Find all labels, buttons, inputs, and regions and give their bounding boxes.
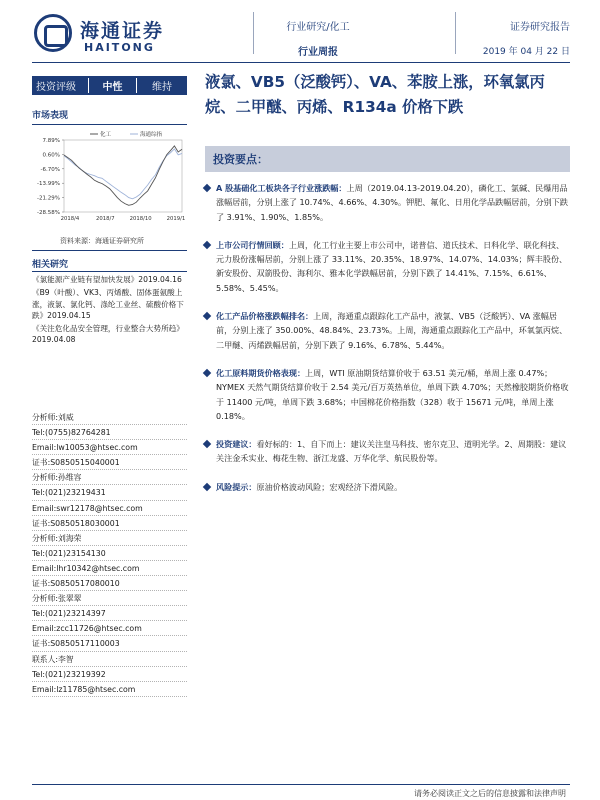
key-point	[204, 480, 572, 494]
analyst-name: 分析师:孙维容	[32, 470, 187, 485]
key-point	[204, 309, 572, 352]
key-point-lead: 化工产品价格涨跌幅排名：	[216, 311, 314, 322]
analyst-phone: Tel:(021)23214397	[32, 606, 187, 621]
analyst-cert: 证书:S0850518030001	[32, 516, 187, 531]
related-research-item[interactable]: 《氯能源产业链有望加快发展》2019.04.16	[32, 275, 182, 284]
company-logo	[34, 14, 174, 54]
series-line	[64, 146, 182, 205]
key-point	[204, 437, 572, 466]
analyst-name: 分析师:刘海荣	[32, 531, 187, 546]
market-performance-heading: 市场表现	[32, 111, 69, 121]
x-tick-label: 2018/4	[60, 216, 80, 222]
section-rule	[32, 250, 187, 251]
key-point-body: 上周，化工行业主要上市公司中，诺普信、道氏技术、日科化学、联化科技、元力股份涨幅居前，分别上涨了 33.11%、20.35%、18.97%、14.07%、14.03%；辉丰股份、新安股份、双箭股份、海利尔、雅本化学跌幅居前，分别下跌了 14.41%、7.15%、6.61%、5.58%、5.45%。	[216, 239, 568, 293]
rating-action: 维持	[136, 78, 187, 93]
related-research-item[interactable]: 《B9（叶酸）、VK3、丙烯酸、固体蛋氨酸上涨，液氯、氯化钙、涤纶工业丝、硫酸价格下跌》2019.04.15	[32, 288, 184, 320]
disclaimer-note[interactable]: 请务必阅读正文之后的信息披露和法律声明	[414, 789, 566, 798]
key-point-body: 原油价格波动风险；宏观经济下滑风险。	[256, 481, 403, 492]
header-date-block	[455, 18, 570, 57]
footer-rule	[32, 784, 570, 785]
legend-label: 海通综指	[140, 132, 163, 138]
analyst-name: 分析师:刘威	[32, 410, 187, 425]
key-points-heading: 投资要点：	[213, 153, 268, 166]
logo-chinese-name: 海通证券	[80, 20, 165, 42]
analyst-cert: 证书:S0850515040001	[32, 455, 187, 470]
report-kind: 证券研究报告	[510, 22, 570, 33]
analyst-contacts	[32, 410, 187, 697]
y-tick-label: 7.89%	[42, 138, 60, 144]
market-performance-chart	[32, 128, 187, 223]
y-tick-label: -13.99%	[37, 181, 60, 188]
key-points-bar	[205, 146, 570, 172]
y-tick-label: -28.58%	[37, 210, 60, 216]
key-point-lead: 化工原料期货价格表现：	[216, 367, 306, 378]
key-point-lead: A 股基础化工板块各子行业涨跌幅：	[216, 183, 347, 193]
series-line	[64, 149, 182, 199]
analyst-name: 分析师:张翠翠	[32, 591, 187, 606]
x-tick-label: 2018/10	[129, 216, 152, 222]
contact-email[interactable]: Email:lz11785@htsec.com	[32, 682, 187, 697]
analyst-phone: Tel:(021)23154130	[32, 546, 187, 561]
analyst-email[interactable]: Email:zcc11726@htsec.com	[32, 621, 187, 636]
key-point-body: 上周，海通重点跟踪化工产品中，液氯、VB5（泛酸钙）、VA 涨幅居前，分别上涨了 350.00%、48.84%、23.73%。上周，海通重点跟踪化工产品中，环氧氯丙烷、二甲醚、丙烯跌幅居前，分别下跌了 9.16%、6.78%、5.44%。	[216, 311, 568, 350]
y-tick-label: -6.70%	[40, 166, 60, 173]
section-rule	[32, 271, 187, 272]
investment-rating-bar	[32, 76, 187, 95]
rating-value: 中性	[88, 78, 136, 93]
report-category: 行业研究/化工	[286, 22, 350, 33]
key-point	[204, 181, 572, 224]
analyst-phone: Tel:(0755)82764281	[32, 425, 187, 440]
x-tick-label: 2018/7	[96, 216, 115, 222]
key-point-lead: 上市公司行情回顾：	[216, 239, 289, 250]
legend-label: 化工	[100, 132, 112, 138]
contact-name: 联系人:李智	[32, 652, 187, 667]
related-research-heading: 相关研究	[32, 260, 69, 270]
report-title: 液氯、VB5（泛酸钙）、VA、苯胺上涨，环氧氯丙烷、二甲醚、丙烯、R134a 价格下跌	[205, 73, 545, 116]
report-date: 2019 年 04 月 22 日	[482, 47, 570, 57]
analyst-cert: 证书:S0850517080010	[32, 576, 187, 591]
key-point-lead: 风险提示：	[216, 481, 257, 492]
rating-label: 投资评级	[36, 82, 76, 93]
key-points-list	[204, 181, 572, 508]
key-point	[204, 366, 572, 423]
chart-source: 资料来源：海通证券研究所	[60, 237, 144, 245]
analyst-email[interactable]: Email:lw10053@htsec.com	[32, 440, 187, 455]
related-research-item[interactable]: 《关注危化品安全管理，行业整合大势所趋》2019.04.08	[32, 324, 184, 345]
y-tick-label: -21.29%	[37, 195, 60, 202]
section-rule	[32, 124, 187, 125]
key-point-body: 看好标的：1、自下而上：建议关注皇马科技、密尔克卫、道明光学。2、周期股：建议关注金禾实业、梅花生物、浙江龙盛、万华化学、航民股份等。	[216, 439, 567, 464]
page-footer	[0, 782, 600, 800]
x-tick-label: 2019/1	[166, 216, 186, 222]
key-point	[204, 238, 572, 295]
key-point-body: 上周（2019.04.13-2019.04.20），磷化工、氯碱、民爆用品涨幅居前，分别上涨了 10.74%、4.66%、4.30%。钾肥、氟化、日用化学品跌幅居前，分别下跌了 3.91%、1.90%、1.85%。	[216, 183, 568, 222]
plot-frame	[64, 140, 182, 212]
analyst-email[interactable]: Email:swr12178@htsec.com	[32, 501, 187, 516]
key-point-body: 上周，WTI 原油期货结算价收于 63.51 美元/桶，单周上涨 0.47%；NYMEX 天然气期货结算价收于 2.54 美元/百万英热单位，单周下跌 4.70%；天然橡胶期货价格收于 11400 元/吨，单周下跌 3.68%；中国棉花价格指数（328）收于 15671 元/吨，单周上涨 0.18%。	[216, 367, 569, 421]
contact-phone: Tel:(021)23219392	[32, 667, 187, 682]
analyst-cert: 证书:S0850517110003	[32, 636, 187, 651]
analyst-phone: Tel:(021)23219431	[32, 485, 187, 500]
logo-english-name: HAITONG	[84, 41, 155, 54]
page-header	[0, 0, 600, 66]
header-category-block	[253, 18, 383, 58]
report-type: 行业周报	[298, 47, 338, 58]
logo-emblem-icon	[34, 14, 72, 52]
y-tick-label: 0.60%	[42, 152, 60, 159]
key-point-lead: 投资建议：	[216, 439, 257, 450]
analyst-email[interactable]: Email:lhr10342@htsec.com	[32, 561, 187, 576]
related-research-list	[32, 274, 187, 348]
header-rule	[32, 62, 570, 63]
